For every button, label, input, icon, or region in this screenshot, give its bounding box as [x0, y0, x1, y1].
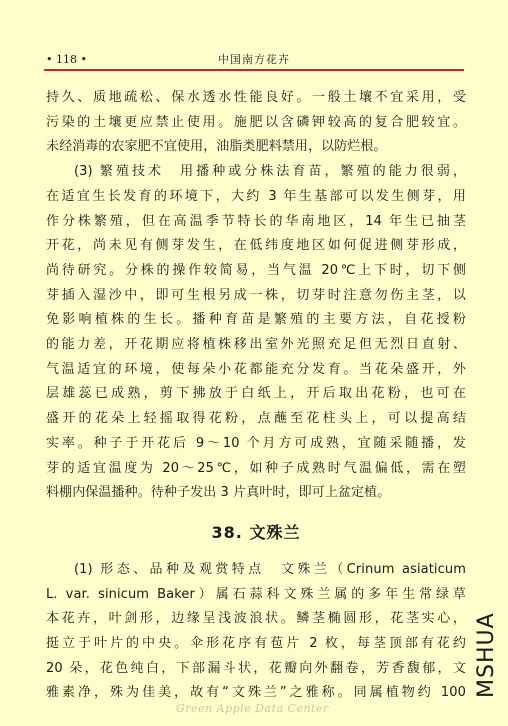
footer-watermark: Green Apple Data Center	[176, 702, 329, 715]
text-line: 污染的土壤更应禁止使用。施肥以含磷钾较高的复合肥较宜。	[46, 114, 466, 130]
text-line: 20 朵，花色纯白，下部漏斗状，花瓣向外翻卷，芳香馥郁，文	[46, 660, 466, 676]
text-line: 料棚内保温播种。待种子发出 3 片真叶时，即可上盆定植。	[46, 485, 391, 501]
paragraph-propagation	[46, 160, 466, 506]
text-line: 的能力差，开花期应将植株移出室外光照充足但无烈日直射、	[46, 337, 466, 353]
text-line: 挺立于叶片的中央。伞形花序有苞片 2 枚，每茎顶部有花约	[46, 636, 466, 652]
text-line: 气温适宜的环境，使每朵小花都能充分发育。当花朵盛开，外	[46, 361, 466, 377]
text-line: 持久、质地疏松、保水透水性能良好。一般土壤不宜采用，受	[46, 90, 466, 105]
text-line: 未经消毒的农家肥不宜使用，油脂类肥料禁用，以防烂根。	[46, 139, 387, 155]
header-rule	[44, 69, 464, 71]
text-line: 作分株繁殖，但在高温季节特长的华南地区，14 年生已抽茎	[46, 213, 466, 229]
text-line: 免影响植株的生长。播种育苗是繁殖的主要方法，自花授粉	[46, 312, 466, 328]
text-line: 在适宜生长发育的环境下，大约 3 年生基部可以发生侧芽，用	[46, 188, 466, 204]
text-line: 本花卉，叶剑形，边缘呈浅波浪状。鳞茎椭圆形，花茎实心，	[46, 611, 466, 627]
text-line: 实率。种子于开花后 9～10 个月方可成熟，宜随采随播，发	[46, 435, 466, 451]
text-line: (3) 繁殖技术 用播种或分株法育苗，繁殖的能力很弱，	[74, 164, 466, 180]
text-line: 盛开的花朵上轻摇取得花粉，点蘸至花柱头上，可以提高结	[46, 411, 466, 427]
page-number: • 118 •	[46, 53, 87, 66]
page-body	[46, 86, 466, 706]
text-line: L. var. sinicum Baker）属石蒜科文殊兰属的多年生常绿草	[46, 586, 466, 602]
side-watermark: MSHUA	[474, 612, 499, 698]
text-line: 尚待研究。分株的操作较简易，当气温 20℃上下时，切下侧	[46, 262, 466, 278]
section-title: 38. 文殊兰	[211, 522, 301, 542]
text-line: 芽插入湿沙中，即可生根另成一株，切芽时注意勿伤主茎，以	[46, 287, 466, 303]
text-line: 开花，尚未见有侧芽发生，在低纬度地区如何促进侧芽形成，	[46, 238, 466, 254]
text-line: (1) 形态、品种及观赏特点 文殊兰（Crinum asiaticum	[74, 561, 466, 577]
text-line: 层雄蕊已成熟，剪下拂放于白纸上，开后取出花粉，也可在	[46, 386, 466, 402]
text-line: 雅素净，殊为佳美，故有“文殊兰”之雅称。同属植物约 100	[46, 685, 466, 701]
text-line: 芽的适宜温度为 20～25℃，如种子成熟时气温偏低，需在塑	[46, 460, 466, 476]
page-header	[46, 52, 464, 68]
running-title: 中国南方花卉	[218, 53, 290, 66]
paragraph-soil	[46, 86, 466, 160]
paragraph-morphology	[46, 558, 466, 706]
